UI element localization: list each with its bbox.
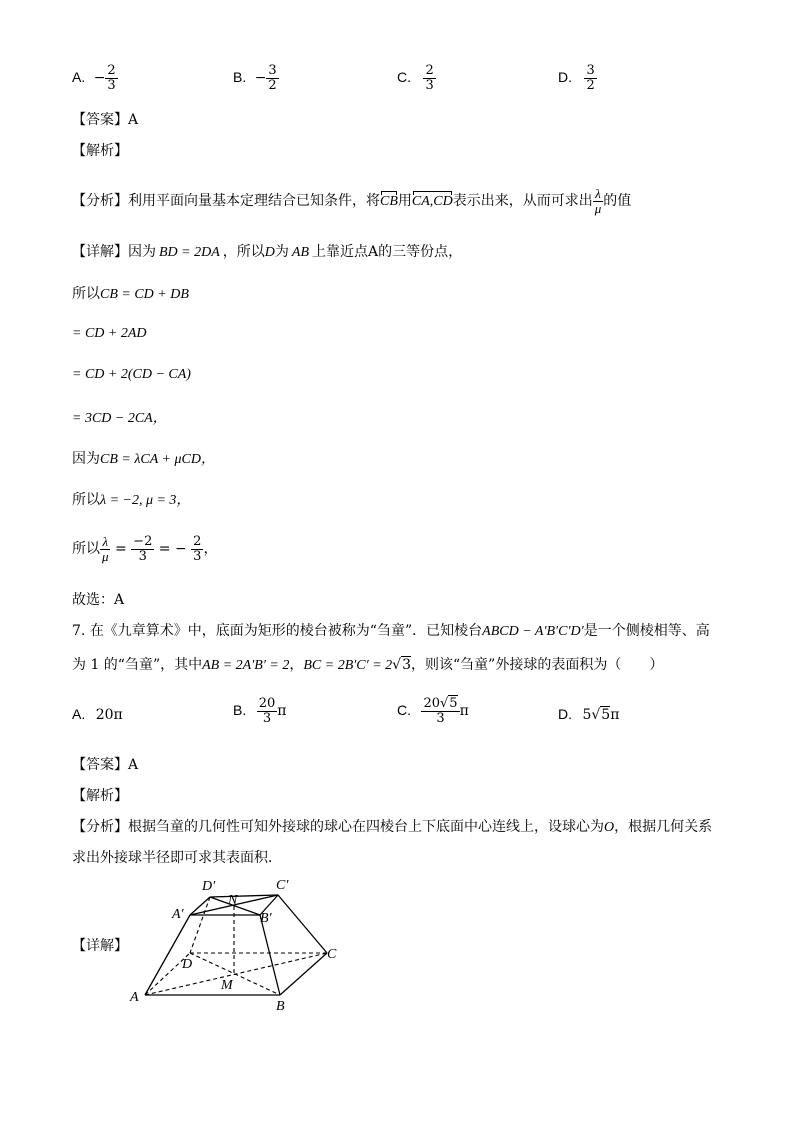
fenxi-tag: 【分析】	[72, 193, 128, 210]
vector-ca-cd: CA,CD	[411, 194, 453, 210]
q7-answer	[72, 754, 138, 774]
frac-num: 20	[258, 696, 276, 711]
frac-den: 2	[586, 77, 595, 93]
stem-text: 为 1 的“刍童”，其中	[72, 657, 203, 673]
answer-tag: 【答案】	[72, 112, 128, 128]
fenxi-text: 求出外接球半径即可求其表面积．	[72, 850, 282, 866]
fenxi-text: 根据刍童的几何性可知外接球的球心在四棱台上下底面中心连线上，设球心为	[128, 819, 604, 835]
stem-text: ，则该“刍童”外接球的表面积为（ ）	[411, 657, 664, 673]
option-label: A.	[72, 706, 86, 722]
edge-bc	[280, 953, 327, 995]
frac-den: 3	[436, 710, 445, 726]
sqrt-radicand: 5	[601, 707, 611, 723]
jiexi-tag: 【解析】	[72, 143, 128, 159]
label-b: B	[276, 999, 285, 1014]
frac-num: λ	[595, 186, 601, 201]
label-c1: C′	[276, 878, 289, 893]
option-label: C.	[397, 69, 411, 86]
question-number: 7.	[72, 623, 86, 639]
q7-fenxi-line1	[72, 816, 712, 836]
frac-num: 2	[107, 63, 116, 78]
vector-cb: CB	[380, 194, 398, 210]
sqrt-radicand: 3	[402, 657, 412, 673]
option-label: B.	[233, 702, 247, 719]
frac-num: 3	[268, 63, 277, 78]
pi-symbol: π	[459, 703, 469, 720]
guxuan-text: 故选：A	[72, 592, 125, 608]
q6-option-a	[72, 64, 118, 92]
q6-option-d	[558, 64, 597, 92]
fenxi-text: 用	[397, 193, 412, 210]
q7-fenxi-line2	[72, 847, 282, 867]
frac-num: 2	[193, 534, 202, 549]
equation: = CD + 2AD	[72, 326, 147, 341]
answer-tag: 【答案】	[72, 757, 128, 773]
suoyi-text: 所以	[72, 541, 100, 558]
q6-step6	[72, 489, 190, 509]
frac-den: 3	[193, 548, 202, 564]
solid-name: ABCD − A′B′C′D′	[482, 624, 584, 639]
q6-option-b	[233, 64, 279, 92]
frac-num: λ	[102, 534, 109, 549]
fenxi-text: 的值	[603, 193, 632, 210]
q6-fenxi	[72, 187, 631, 215]
label-a1: A′	[172, 907, 184, 922]
q6-detail-line1	[72, 241, 462, 261]
equation: BC = 2B′C′ = 2	[303, 658, 393, 673]
fenxi-text: 利用平面向量基本定理结合已知条件，将	[128, 193, 380, 210]
option-sign: −	[254, 70, 267, 87]
q6-step1	[72, 283, 189, 303]
frac-den: μ	[102, 548, 109, 564]
vector-equation: BD = 2DA	[159, 245, 220, 260]
option-label: D.	[558, 706, 572, 722]
point-d: D	[264, 245, 275, 260]
detail-tag: 【详解】	[72, 244, 128, 260]
q7-option-b	[233, 697, 286, 725]
stem-text: 在《九章算术》中，底面为矩形的棱台被称为“刍童”．已知棱台	[89, 623, 483, 639]
frac-num: 20	[423, 696, 440, 711]
pi-symbol: π	[277, 703, 287, 720]
option-label: B.	[233, 69, 247, 86]
answer-value: A	[128, 112, 139, 128]
label-n: N	[228, 893, 238, 908]
frac-den: 2	[268, 77, 277, 93]
frac-num: −2	[133, 534, 153, 549]
detail-text: 为	[274, 244, 289, 260]
q6-step4	[72, 407, 167, 427]
label-d1: D′	[202, 879, 216, 894]
stem-text: 是一个侧棱相等、高	[583, 623, 710, 639]
q6-jiexi-tag	[72, 140, 128, 160]
equation: = 3CD − 2CA，	[72, 411, 167, 426]
suoyi-text: 所以	[72, 286, 100, 302]
frustum-figure	[120, 870, 350, 1015]
pi-symbol: π	[610, 707, 620, 723]
equation: λ = −2, μ = 3，	[100, 493, 191, 508]
frac-den: 3	[425, 77, 434, 93]
q6-answer	[72, 109, 138, 129]
q7-stem-line2: 为 1 的“刍童”，其中AB = 2A′B′ = 2，BC = 2B′C′ = 2√3，则该“刍童”外接球的表面积为（ ）	[72, 657, 664, 673]
detail-tag: 【详解】	[72, 938, 128, 954]
answer-value: A	[128, 757, 139, 773]
label-b1: B′	[260, 911, 272, 926]
frac-den: μ	[594, 200, 602, 216]
fenxi-text: 表示出来，从而可求出	[452, 193, 593, 210]
option-label: D.	[558, 69, 572, 86]
option-sign: −	[93, 70, 106, 87]
equation: AB = 2A′B′ = 2	[202, 658, 290, 673]
q7-jiexi-tag	[72, 785, 128, 805]
q6-option-c	[397, 64, 436, 92]
edge-a1a	[145, 915, 193, 995]
detail-text: ，所以	[222, 244, 265, 260]
q6-guxuan	[72, 589, 124, 609]
label-d: D	[182, 957, 193, 972]
option-label: A.	[72, 69, 86, 86]
frac-den: 3	[138, 548, 147, 564]
jiexi-tag: 【解析】	[72, 788, 128, 804]
sqrt-radicand: 5	[449, 696, 458, 711]
point-o: O	[604, 820, 615, 835]
q6-step3	[72, 366, 191, 383]
fenxi-text: ，根据几何关系	[614, 819, 713, 835]
option-value: 5	[582, 707, 592, 723]
edge-b1b	[260, 915, 280, 995]
label-a: A	[130, 990, 139, 1005]
detail-text: 因为	[128, 244, 156, 260]
q7-stem-line1	[72, 620, 710, 640]
yinwei-text: 因为	[72, 451, 100, 467]
frac-num: 2	[425, 63, 434, 78]
frac-den: 3	[262, 710, 272, 726]
frac-den: 3	[107, 77, 116, 93]
edge-c1c	[278, 895, 327, 953]
suoyi-text: 所以	[72, 492, 100, 508]
frac-num: 3	[586, 63, 595, 78]
q7-option-d: D. 5√5π	[558, 706, 620, 723]
q6-step5	[72, 448, 215, 468]
label-m: M	[221, 978, 233, 993]
q6-step7: 所以 $\frac{\lambda}{\mu}$ = $\frac{-2}{3}$ = − $\frac{2}{3}$ ，	[72, 534, 218, 564]
option-label: C.	[397, 702, 411, 719]
detail-text: 上靠近点A的三等份点，	[312, 244, 463, 260]
fenxi-tag: 【分析】	[72, 819, 128, 835]
equation: CB = λCA + μCD，	[100, 452, 215, 467]
q7-option-a	[72, 706, 123, 723]
option-value: 20π	[95, 707, 123, 723]
segment-ab: AB	[291, 245, 310, 260]
equation: = CD + 2(CD − CA)	[72, 367, 191, 382]
label-c: C	[327, 947, 337, 962]
q7-option-c: C. $\frac{20√5}{3}$ π	[397, 696, 469, 726]
equation: CB = CD + DB	[100, 287, 189, 302]
diag-db-hidden	[190, 953, 280, 995]
q6-step2	[72, 325, 147, 342]
